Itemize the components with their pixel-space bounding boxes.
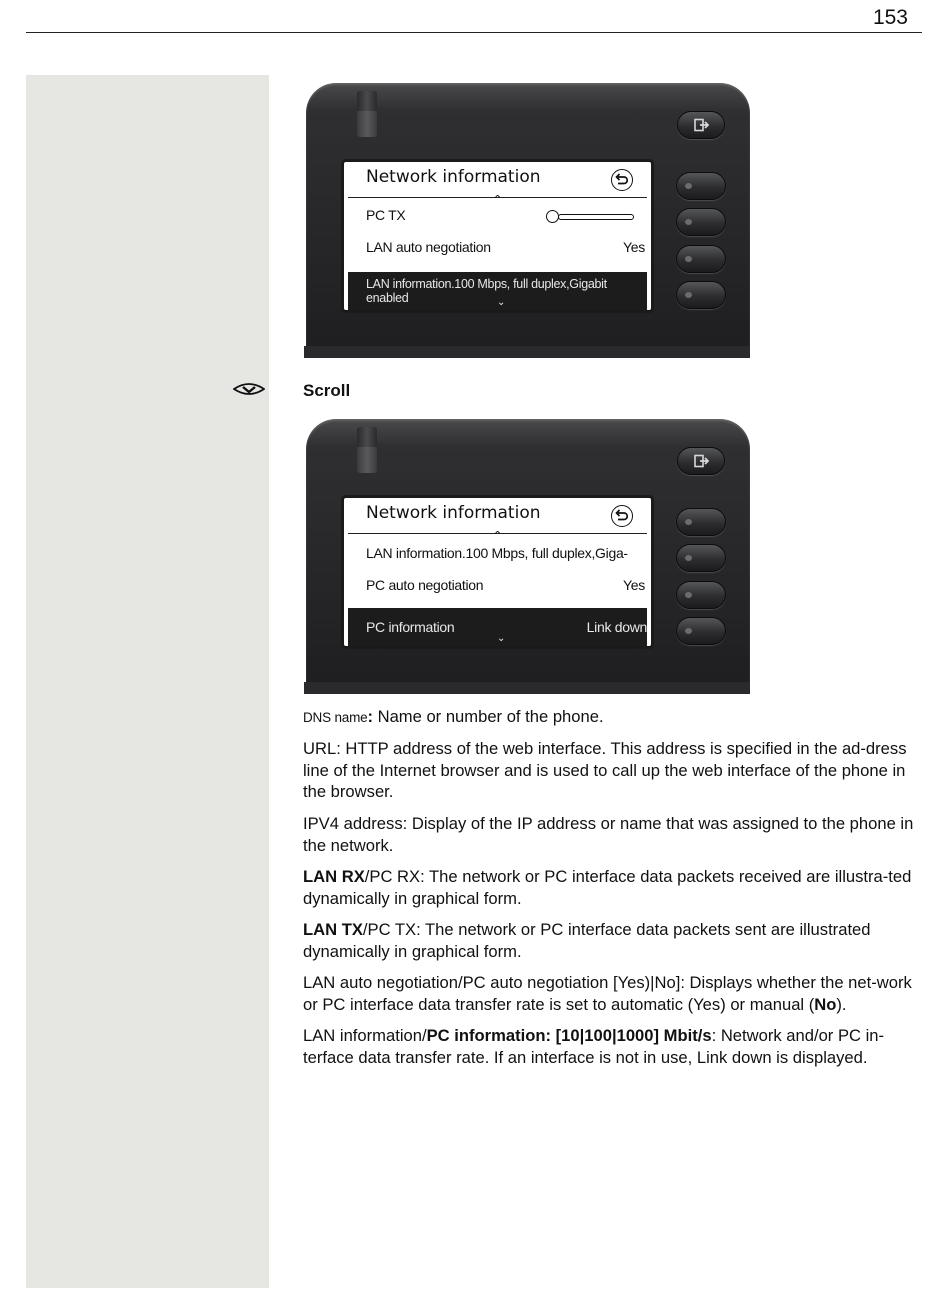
led-icon bbox=[685, 256, 692, 262]
paragraph-info bbox=[303, 1025, 923, 1068]
tx-term: LAN TX bbox=[303, 920, 363, 939]
phone-base bbox=[304, 346, 750, 358]
paragraph-rx bbox=[303, 866, 923, 909]
scroll-down-icon bbox=[233, 381, 265, 397]
phone-tab bbox=[357, 427, 377, 473]
softkey-2[interactable] bbox=[676, 544, 726, 572]
paragraph-auto bbox=[303, 972, 923, 1015]
menu-row-selected[interactable] bbox=[348, 608, 647, 646]
led-icon bbox=[685, 183, 692, 189]
exit-button[interactable] bbox=[677, 447, 725, 475]
row-value: Link down bbox=[586, 619, 647, 635]
led-icon bbox=[685, 555, 692, 561]
auto-term: No bbox=[814, 994, 837, 1014]
phone-screen bbox=[341, 159, 654, 313]
scroll-down-icon: ⌄ bbox=[497, 633, 506, 644]
dns-term: DNS name bbox=[303, 710, 368, 725]
softkey-4[interactable] bbox=[676, 617, 726, 645]
info-text: : Network and/or PC in-terface data transfer rate. If an interface is not in use, Link down is displayed. bbox=[303, 1026, 885, 1067]
led-icon bbox=[685, 592, 692, 598]
phone-tab bbox=[357, 91, 377, 137]
softkey-3[interactable] bbox=[676, 581, 726, 609]
led-icon bbox=[685, 219, 692, 225]
exit-button[interactable] bbox=[677, 111, 725, 139]
rx-text: /PC RX: The network or PC interface data packets received are illustra-ted dynamically in graphical form. bbox=[303, 867, 912, 908]
screen-title: Network information bbox=[366, 503, 541, 523]
row-label: PC TX bbox=[366, 207, 406, 223]
led-icon bbox=[685, 292, 692, 298]
auto-text: LAN auto negotiation/PC auto negotiation [Yes)|No]: Displays whether the net-work or PC interface data transfer rate is set to automatic (Yes) or manual ( bbox=[303, 973, 912, 1014]
paragraph-tx bbox=[303, 919, 923, 962]
row-value: Yes bbox=[623, 577, 645, 593]
row-label: LAN information.100 Mbps, full duplex,Gigabit enabled bbox=[366, 277, 607, 305]
screen-title: Network information bbox=[366, 167, 541, 187]
softkey-4[interactable] bbox=[676, 281, 726, 309]
scroll-down-icon: ⌄ bbox=[497, 297, 506, 308]
auto-end: ). bbox=[836, 994, 847, 1014]
exit-icon bbox=[694, 118, 710, 132]
row-value: Yes bbox=[623, 239, 645, 255]
exit-icon bbox=[694, 454, 710, 468]
scroll-label: Scroll bbox=[303, 381, 351, 400]
paragraph-ipv4: IPV4 address: Display of the IP address or name that was assigned to the phone in the network. bbox=[303, 814, 914, 855]
paragraph-url: URL: HTTP address of the web interface. This address is specified in the ad-dress line of the Internet browser and is used to call up the web interface of the phone in the browser. bbox=[303, 739, 907, 801]
led-icon bbox=[685, 519, 692, 525]
info-term: PC information: [10|100|1000] Mbit/s bbox=[426, 1026, 712, 1045]
menu-row-selected[interactable] bbox=[348, 272, 647, 310]
tx-text: /PC TX: The network or PC interface data packets sent are illustrated dynamically in graphical form. bbox=[303, 920, 871, 961]
dns-text: Name or number of the phone. bbox=[372, 707, 604, 726]
slider-track bbox=[558, 214, 634, 220]
side-column bbox=[26, 75, 269, 1288]
page-number: 153 bbox=[872, 6, 908, 29]
row-label: PC auto negotiation bbox=[366, 577, 484, 593]
header-rule bbox=[26, 32, 922, 33]
row-label: LAN information.100 Mbps, full duplex,Giga- bbox=[366, 545, 628, 561]
rx-term: LAN RX bbox=[303, 867, 365, 886]
menu-row[interactable] bbox=[366, 201, 647, 229]
softkey-1[interactable] bbox=[676, 508, 726, 536]
softkey-2[interactable] bbox=[676, 208, 726, 236]
scroll-up-icon: ^ bbox=[493, 193, 503, 206]
phone-base bbox=[304, 682, 750, 694]
menu-row[interactable] bbox=[366, 571, 647, 599]
back-icon[interactable] bbox=[611, 505, 633, 527]
led-icon bbox=[685, 628, 692, 634]
info-pre: LAN information/ bbox=[303, 1026, 427, 1045]
phone-display-2 bbox=[304, 419, 750, 694]
softkey-1[interactable] bbox=[676, 172, 726, 200]
menu-row[interactable] bbox=[366, 539, 647, 567]
phone-display-1 bbox=[304, 83, 750, 358]
paragraph-dns bbox=[303, 706, 923, 729]
softkey-3[interactable] bbox=[676, 245, 726, 273]
row-label: PC information bbox=[366, 619, 455, 635]
phone-screen bbox=[341, 495, 654, 649]
back-icon[interactable] bbox=[611, 169, 633, 191]
scroll-up-icon: ^ bbox=[493, 529, 503, 542]
dns-sep: : bbox=[367, 707, 373, 726]
menu-row[interactable] bbox=[366, 233, 647, 261]
row-label: LAN auto negotiation bbox=[366, 239, 491, 255]
